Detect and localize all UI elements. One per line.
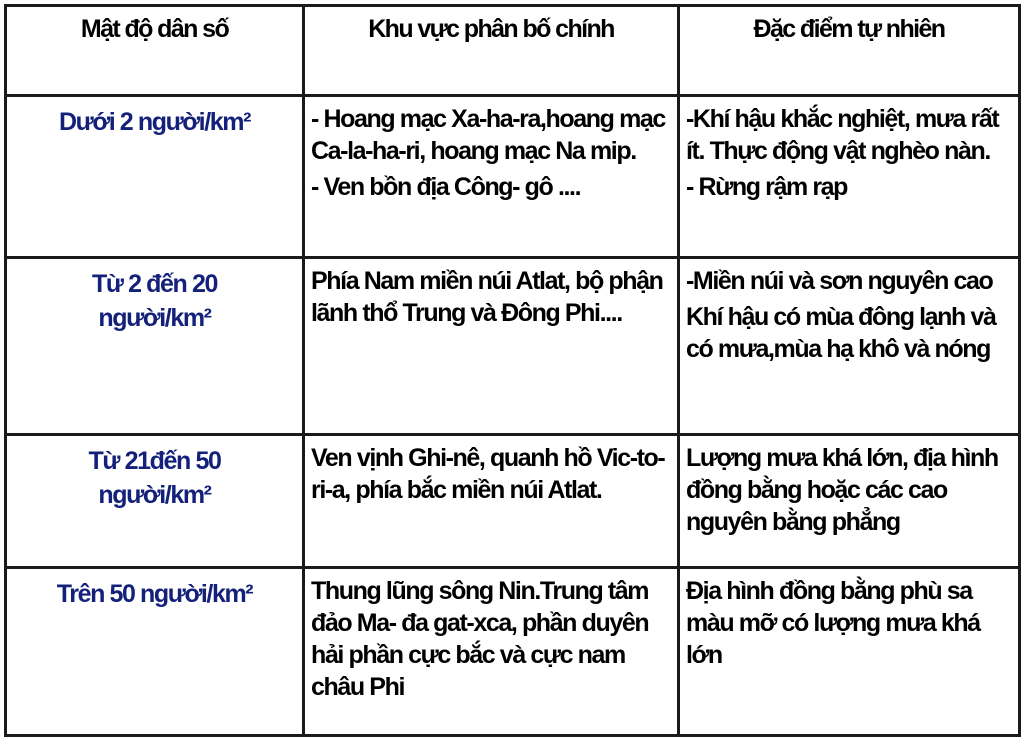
- nature-cell: [679, 96, 1020, 258]
- regions-text: Ven vịnh Ghi-nê, quanh hồ Vic-to-ri-a, phía bắc miền núi Atlat.: [311, 444, 665, 504]
- density-cell: [6, 96, 304, 258]
- regions-text: - Hoang mạc Xa-ha-ra,hoang mạc Ca-la-ha-ri, hoang mạc Na mip.: [311, 105, 665, 165]
- nature-text: -Khí hậu khắc nghiệt, mưa rất ít. Thực động vật nghèo nàn.: [686, 105, 999, 165]
- table-row: [6, 435, 1020, 568]
- density-unit: người/km²: [98, 481, 211, 509]
- header-regions: Khu vực phân bố chính: [304, 6, 679, 96]
- regions-cell: [304, 258, 679, 435]
- density-cell: [6, 258, 304, 435]
- nature-text: Lượng mưa khá lớn, địa hình đồng bằng hoặc các cao nguyên bằng phẳng: [686, 444, 998, 536]
- nature-cell: [679, 258, 1020, 435]
- density-label: Trên 50 người/km²: [56, 580, 253, 608]
- regions-cell: [304, 435, 679, 568]
- table-row: [6, 568, 1020, 736]
- header-row: [6, 6, 1020, 96]
- population-density-table: [4, 4, 1021, 737]
- table-row: [6, 96, 1020, 258]
- nature-text: - Rừng rậm rạp: [686, 173, 848, 201]
- nature-cell: [679, 435, 1020, 568]
- density-label: Từ 2 đến 20: [92, 270, 217, 298]
- nature-text: Địa hình đồng bằng phù sa màu mỡ có lượng mưa khá lớn: [686, 577, 980, 669]
- regions-text: Phía Nam miền núi Atlat, bộ phận lãnh thổ Trung và Đông Phi....: [311, 267, 663, 327]
- density-label: Từ 21đến 50: [88, 447, 221, 475]
- nature-cell: [679, 568, 1020, 736]
- header-nature: Đặc điểm tự nhiên: [679, 6, 1020, 96]
- regions-text: - Ven bồn địa Công- gô ....: [311, 173, 581, 201]
- nature-text: -Miền núi và sơn nguyên cao: [686, 267, 993, 295]
- density-label: Dưới 2 người/km²: [58, 108, 251, 136]
- regions-cell: [304, 568, 679, 736]
- header-density: Mật độ dân số: [6, 6, 304, 96]
- nature-text: Khí hậu có mùa đông lạnh và có mưa,mùa hạ khô và nóng: [686, 303, 996, 363]
- regions-cell: [304, 96, 679, 258]
- density-cell: [6, 435, 304, 568]
- density-cell: [6, 568, 304, 736]
- regions-text: Thung lũng sông Nin.Trung tâm đảo Ma- đa gat-xca, phần duyên hải phần cực bắc và cực nam châu Phi: [311, 577, 649, 701]
- table-row: [6, 258, 1020, 435]
- density-unit: người/km²: [98, 304, 211, 332]
